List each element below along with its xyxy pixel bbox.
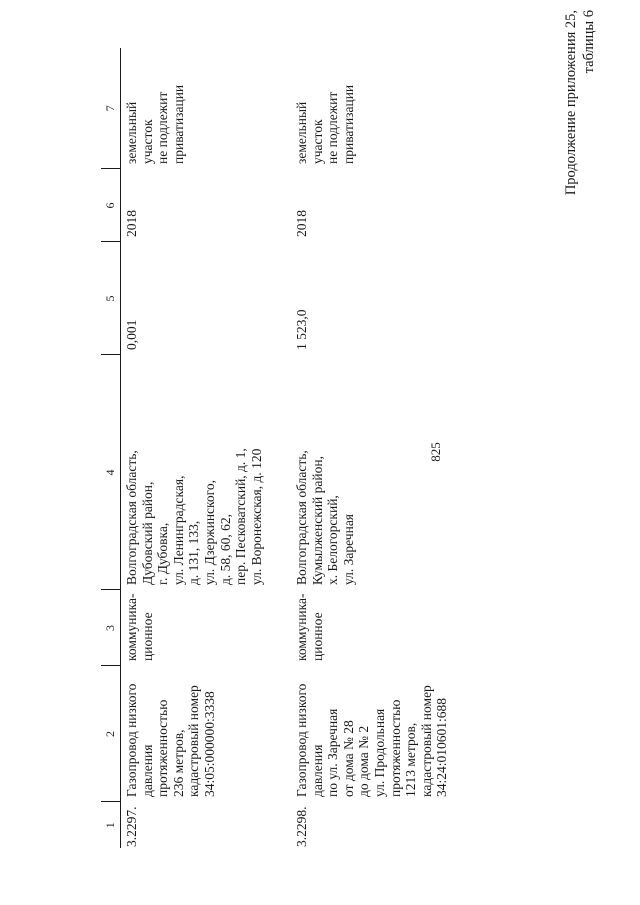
property-table <box>101 48 621 848</box>
year-value: 2018 <box>124 210 139 237</box>
object-purpose <box>121 590 285 666</box>
column-header-1: 1 <box>101 802 121 848</box>
name-line: давления <box>139 744 155 797</box>
name-line: протяженностью <box>387 699 403 797</box>
note-line: приватизации <box>170 84 186 164</box>
table-header-row <box>101 48 121 848</box>
name-line: до дома № 2 <box>356 725 372 797</box>
name-line: по ул. Заречная <box>325 708 341 797</box>
note-line: не подлежит <box>325 91 341 164</box>
name-line: кадастровый номер <box>418 685 434 797</box>
object-purpose <box>284 590 596 666</box>
table-row <box>284 48 596 848</box>
address-line: г. Дубовка, <box>155 522 171 585</box>
column-header-2: 2 <box>101 666 121 802</box>
address-line: Волгоградская область, <box>294 450 309 585</box>
object-name <box>121 666 285 802</box>
column-header-6: 6 <box>101 169 121 242</box>
address-line: Дубовский район, <box>139 481 155 585</box>
address-line: Кумылженский район, <box>309 456 325 585</box>
address-line: х. Белогорский, <box>325 495 341 585</box>
address-line: д. 131, 133, <box>186 520 202 585</box>
table <box>101 48 596 848</box>
note-line: земельный <box>124 101 139 164</box>
object-address <box>284 355 596 590</box>
name-line: Газопровод низкого <box>294 683 309 797</box>
name-line: давления <box>309 744 325 797</box>
name-line: протяженностью <box>155 699 171 797</box>
object-note <box>284 48 596 169</box>
note-line: участок <box>139 119 155 164</box>
purpose-line: коммуника- <box>294 593 309 661</box>
name-line: 34:24:010601:688 <box>434 697 450 797</box>
name-line: 34:05:000000:3338 <box>201 691 217 797</box>
column-header-3: 3 <box>101 590 121 666</box>
note-line: не подлежит <box>155 91 171 164</box>
name-line: ул. Продольная <box>371 708 387 797</box>
table-row <box>121 48 285 848</box>
address-line: Волгоградская область, <box>124 450 139 585</box>
name-line: 236 метров, <box>170 729 186 797</box>
row-number <box>284 802 596 848</box>
year-value: 2018 <box>294 210 309 237</box>
note-line: приватизации <box>340 84 356 164</box>
note-line: земельный <box>294 101 309 164</box>
row-number-text: 3.2298. <box>294 806 309 847</box>
area-value: 0,001 <box>124 319 139 350</box>
address-line: ул. Воронежская, д. 120 <box>248 448 264 585</box>
name-line: 1213 метров, <box>403 722 419 797</box>
note-line: участок <box>309 119 325 164</box>
address-line: ул. Заречная <box>340 513 356 585</box>
column-header-4: 4 <box>101 355 121 590</box>
column-header-5: 5 <box>101 242 121 355</box>
object-name <box>284 666 596 802</box>
object-area <box>284 242 596 355</box>
name-line: Газопровод низкого <box>124 683 139 797</box>
object-year <box>284 169 596 242</box>
area-value: 1 523,0 <box>294 309 309 350</box>
purpose-line: ционное <box>309 612 325 661</box>
name-line: кадастровый номер <box>186 685 202 797</box>
row-number-text: 3.2297. <box>124 806 139 847</box>
page-number: 825 <box>428 442 443 462</box>
row-number <box>121 802 285 848</box>
address-line: ул. Дзержинского, <box>201 480 217 585</box>
purpose-line: коммуника- <box>124 593 139 661</box>
address-line: пер. Песковатский, д. 1, <box>233 448 249 585</box>
object-year <box>121 169 285 242</box>
name-line: от дома № 28 <box>340 720 356 797</box>
address-line: ул. Ленинградская, <box>170 475 186 585</box>
object-note <box>121 48 285 169</box>
continuation-line-2: таблицы 6 <box>581 10 597 74</box>
purpose-line: ционное <box>139 612 155 661</box>
continuation-line-1: Продолжение приложения 25, <box>563 10 579 196</box>
column-header-7: 7 <box>101 48 121 169</box>
object-area <box>121 242 285 355</box>
address-line: д. 58, 60, 62, <box>217 514 233 585</box>
object-address <box>121 355 285 590</box>
